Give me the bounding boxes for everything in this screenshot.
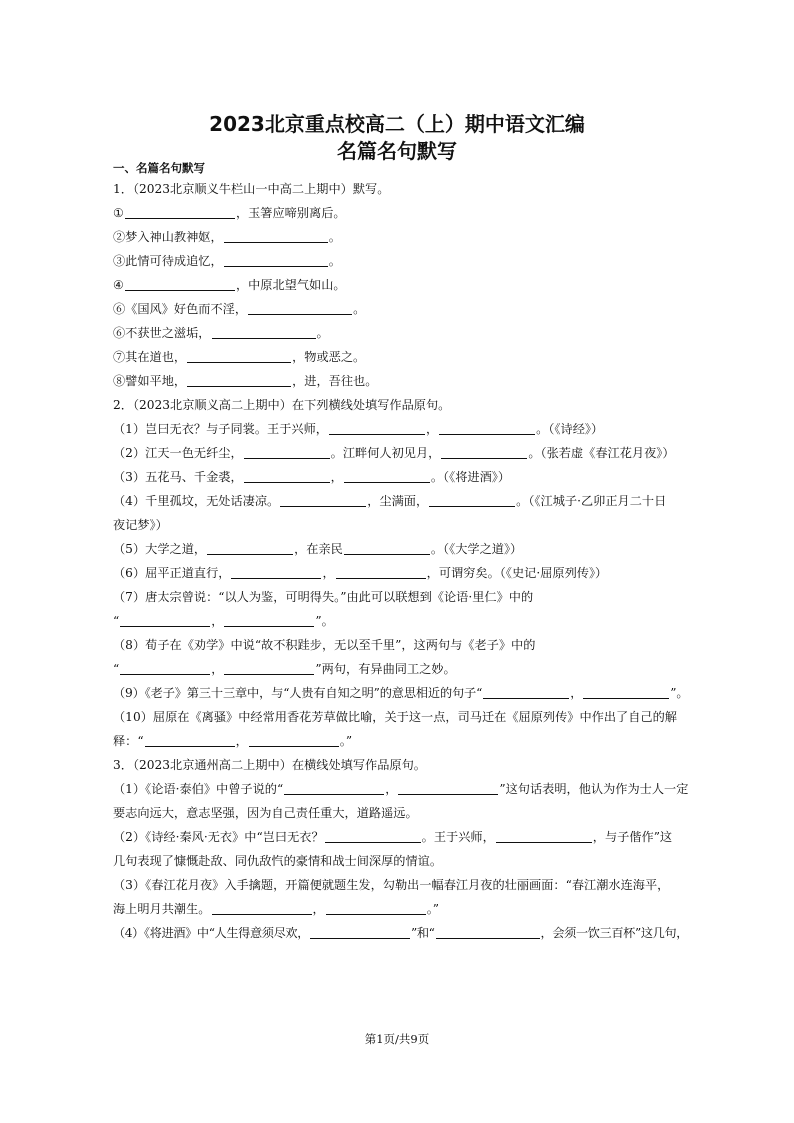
answer-blank[interactable]	[398, 781, 498, 795]
answer-blank[interactable]	[224, 613, 314, 627]
document-body	[113, 160, 688, 945]
q3-item-1-cont: 要志向远大，意志坚强，因为自己责任重大，道路遥远。	[113, 806, 418, 820]
q2-item-5: （5）大学之道， ，在亲民 。（《大学之道》）	[113, 542, 523, 556]
q3-item-2-cont: 几句表现了慷慨赴敌、同仇敌忾的豪情和战士间深厚的情谊。	[113, 854, 443, 868]
q2-item-10: （10）屈原在《离骚》中经常用香花芳草做比喻，关于这一点，司马迁在《屈原列传》中作出了自己的解	[113, 710, 677, 724]
q1-item-1: ① ，玉箸应啼别离后。	[113, 206, 346, 220]
answer-blank[interactable]	[310, 925, 410, 939]
answer-blank[interactable]	[120, 661, 210, 675]
answer-blank[interactable]	[483, 685, 569, 699]
section-heading: 一、名篇名句默写	[113, 161, 205, 175]
q1-item-7: ⑦其在道也， ，物或恶之。	[113, 350, 366, 364]
q1-item-8: ⑧譬如平地， ，进，吾往也。	[113, 374, 378, 388]
answer-blank[interactable]	[244, 469, 330, 483]
answer-blank[interactable]	[325, 829, 421, 843]
q3-item-4: （4）《将进酒》中“人生得意须尽欢， ”和“ ，会须一饮三百杯”这几句，	[113, 926, 689, 940]
answer-blank[interactable]	[212, 325, 316, 339]
answer-blank[interactable]	[326, 901, 426, 915]
answer-blank[interactable]	[125, 277, 235, 291]
answer-blank[interactable]	[344, 469, 430, 483]
q2-item-1: （1）岂曰无衣？与子同裳。王于兴师， ， 。（《诗经》）	[113, 422, 604, 436]
answer-blank[interactable]	[496, 829, 592, 843]
answer-blank[interactable]	[125, 205, 235, 219]
q3-item-1: （1）《论语·泰伯》中曾子说的“ ， ”这句话表明，他认为作为士人一定	[113, 782, 689, 796]
answer-blank[interactable]	[439, 421, 535, 435]
q1-item-4: ④ ，中原北望气如山。	[113, 278, 346, 292]
q2-item-3: （3）五花马、千金裘， ， 。（《将进酒》）	[113, 470, 511, 484]
answer-blank[interactable]	[583, 685, 669, 699]
q2-stem: 2．（2023北京顺义高二上期中）在下列横线处填写作品原句。	[113, 398, 451, 412]
answer-blank[interactable]	[248, 301, 352, 315]
answer-blank[interactable]	[145, 733, 235, 747]
q1-item-2: ②梦入神山教神妪， 。	[113, 230, 341, 244]
answer-blank[interactable]	[120, 613, 210, 627]
q1-item-5: ⑥《国风》好色而不淫， 。	[113, 302, 366, 316]
page-number: 第1页/共9页	[364, 1032, 430, 1046]
answer-blank[interactable]	[280, 493, 366, 507]
answer-blank[interactable]	[207, 541, 293, 555]
q3-item-2: （2）《诗经·秦风·无衣》中“岂曰无衣？ 。王于兴师， ，与子偕作”这	[113, 830, 673, 844]
answer-blank[interactable]	[329, 421, 425, 435]
answer-blank[interactable]	[249, 733, 339, 747]
q3-item-3: （3）《春江花月夜》入手擒题，开篇便就题生发，勾勒出一幅春江月夜的壮丽画面：“春江潮水连海平，	[113, 878, 670, 892]
answer-blank[interactable]	[224, 229, 328, 243]
answer-blank[interactable]	[441, 445, 527, 459]
q2-item-10-cont: 释：“ ， 。”	[113, 734, 353, 748]
q1-stem: 1．（2023北京顺义牛栏山一中高二上期中）默写。	[113, 182, 390, 196]
q2-item-4-cont: 夜记梦》）	[113, 518, 168, 532]
document-subtitle: 名篇名句默写	[337, 139, 457, 163]
document-title: 2023北京重点校高二（上）期中语文汇编	[209, 112, 585, 136]
q2-item-8-cont: “ ， ”两句，有异曲同工之妙。	[113, 662, 456, 676]
q2-item-8: （8）荀子在《劝学》中说“故不积跬步，无以至千里”，这两句与《老子》中的	[113, 638, 536, 652]
q2-item-9: （9）《老子》第三十三章中，与“人贵有自知之明”的意思相近的句子“ ， ”。	[113, 686, 689, 700]
answer-blank[interactable]	[344, 541, 430, 555]
answer-blank[interactable]	[244, 445, 330, 459]
q3-stem: 3．（2023北京通州高二上期中）在横线处填写作品原句。	[113, 758, 426, 772]
q2-item-7-cont: “ ， ”。	[113, 614, 334, 628]
q3-item-3-cont: 海上明月共潮生。 ， 。”	[113, 902, 440, 916]
answer-blank[interactable]	[187, 349, 291, 363]
answer-blank[interactable]	[436, 925, 540, 939]
answer-blank[interactable]	[212, 901, 312, 915]
q1-item-3: ③此情可待成追忆， 。	[113, 254, 341, 268]
answer-blank[interactable]	[231, 565, 321, 579]
answer-blank[interactable]	[429, 493, 515, 507]
q2-item-2: （2）江天一色无纤尘， 。江畔何人初见月， 。（张若虚《春江花月夜》）	[113, 446, 675, 460]
q2-item-6: （6）屈平正道直行， ， ，可谓穷矣。（《史记·屈原列传》）	[113, 566, 608, 580]
q2-item-4: （4）千里孤坟，无处话凄凉。 ，尘满面， 。（《江城子·乙卯正月二十日	[113, 494, 667, 508]
answer-blank[interactable]	[224, 253, 328, 267]
answer-blank[interactable]	[336, 565, 426, 579]
q2-item-7: （7）唐太宗曾说：“以人为鉴，可明得失。”由此可以联想到《论语·里仁》中的	[113, 590, 534, 604]
answer-blank[interactable]	[284, 781, 384, 795]
q1-item-6: ⑥不获世之滋垢， 。	[113, 326, 329, 340]
answer-blank[interactable]	[224, 661, 314, 675]
answer-blank[interactable]	[187, 373, 291, 387]
